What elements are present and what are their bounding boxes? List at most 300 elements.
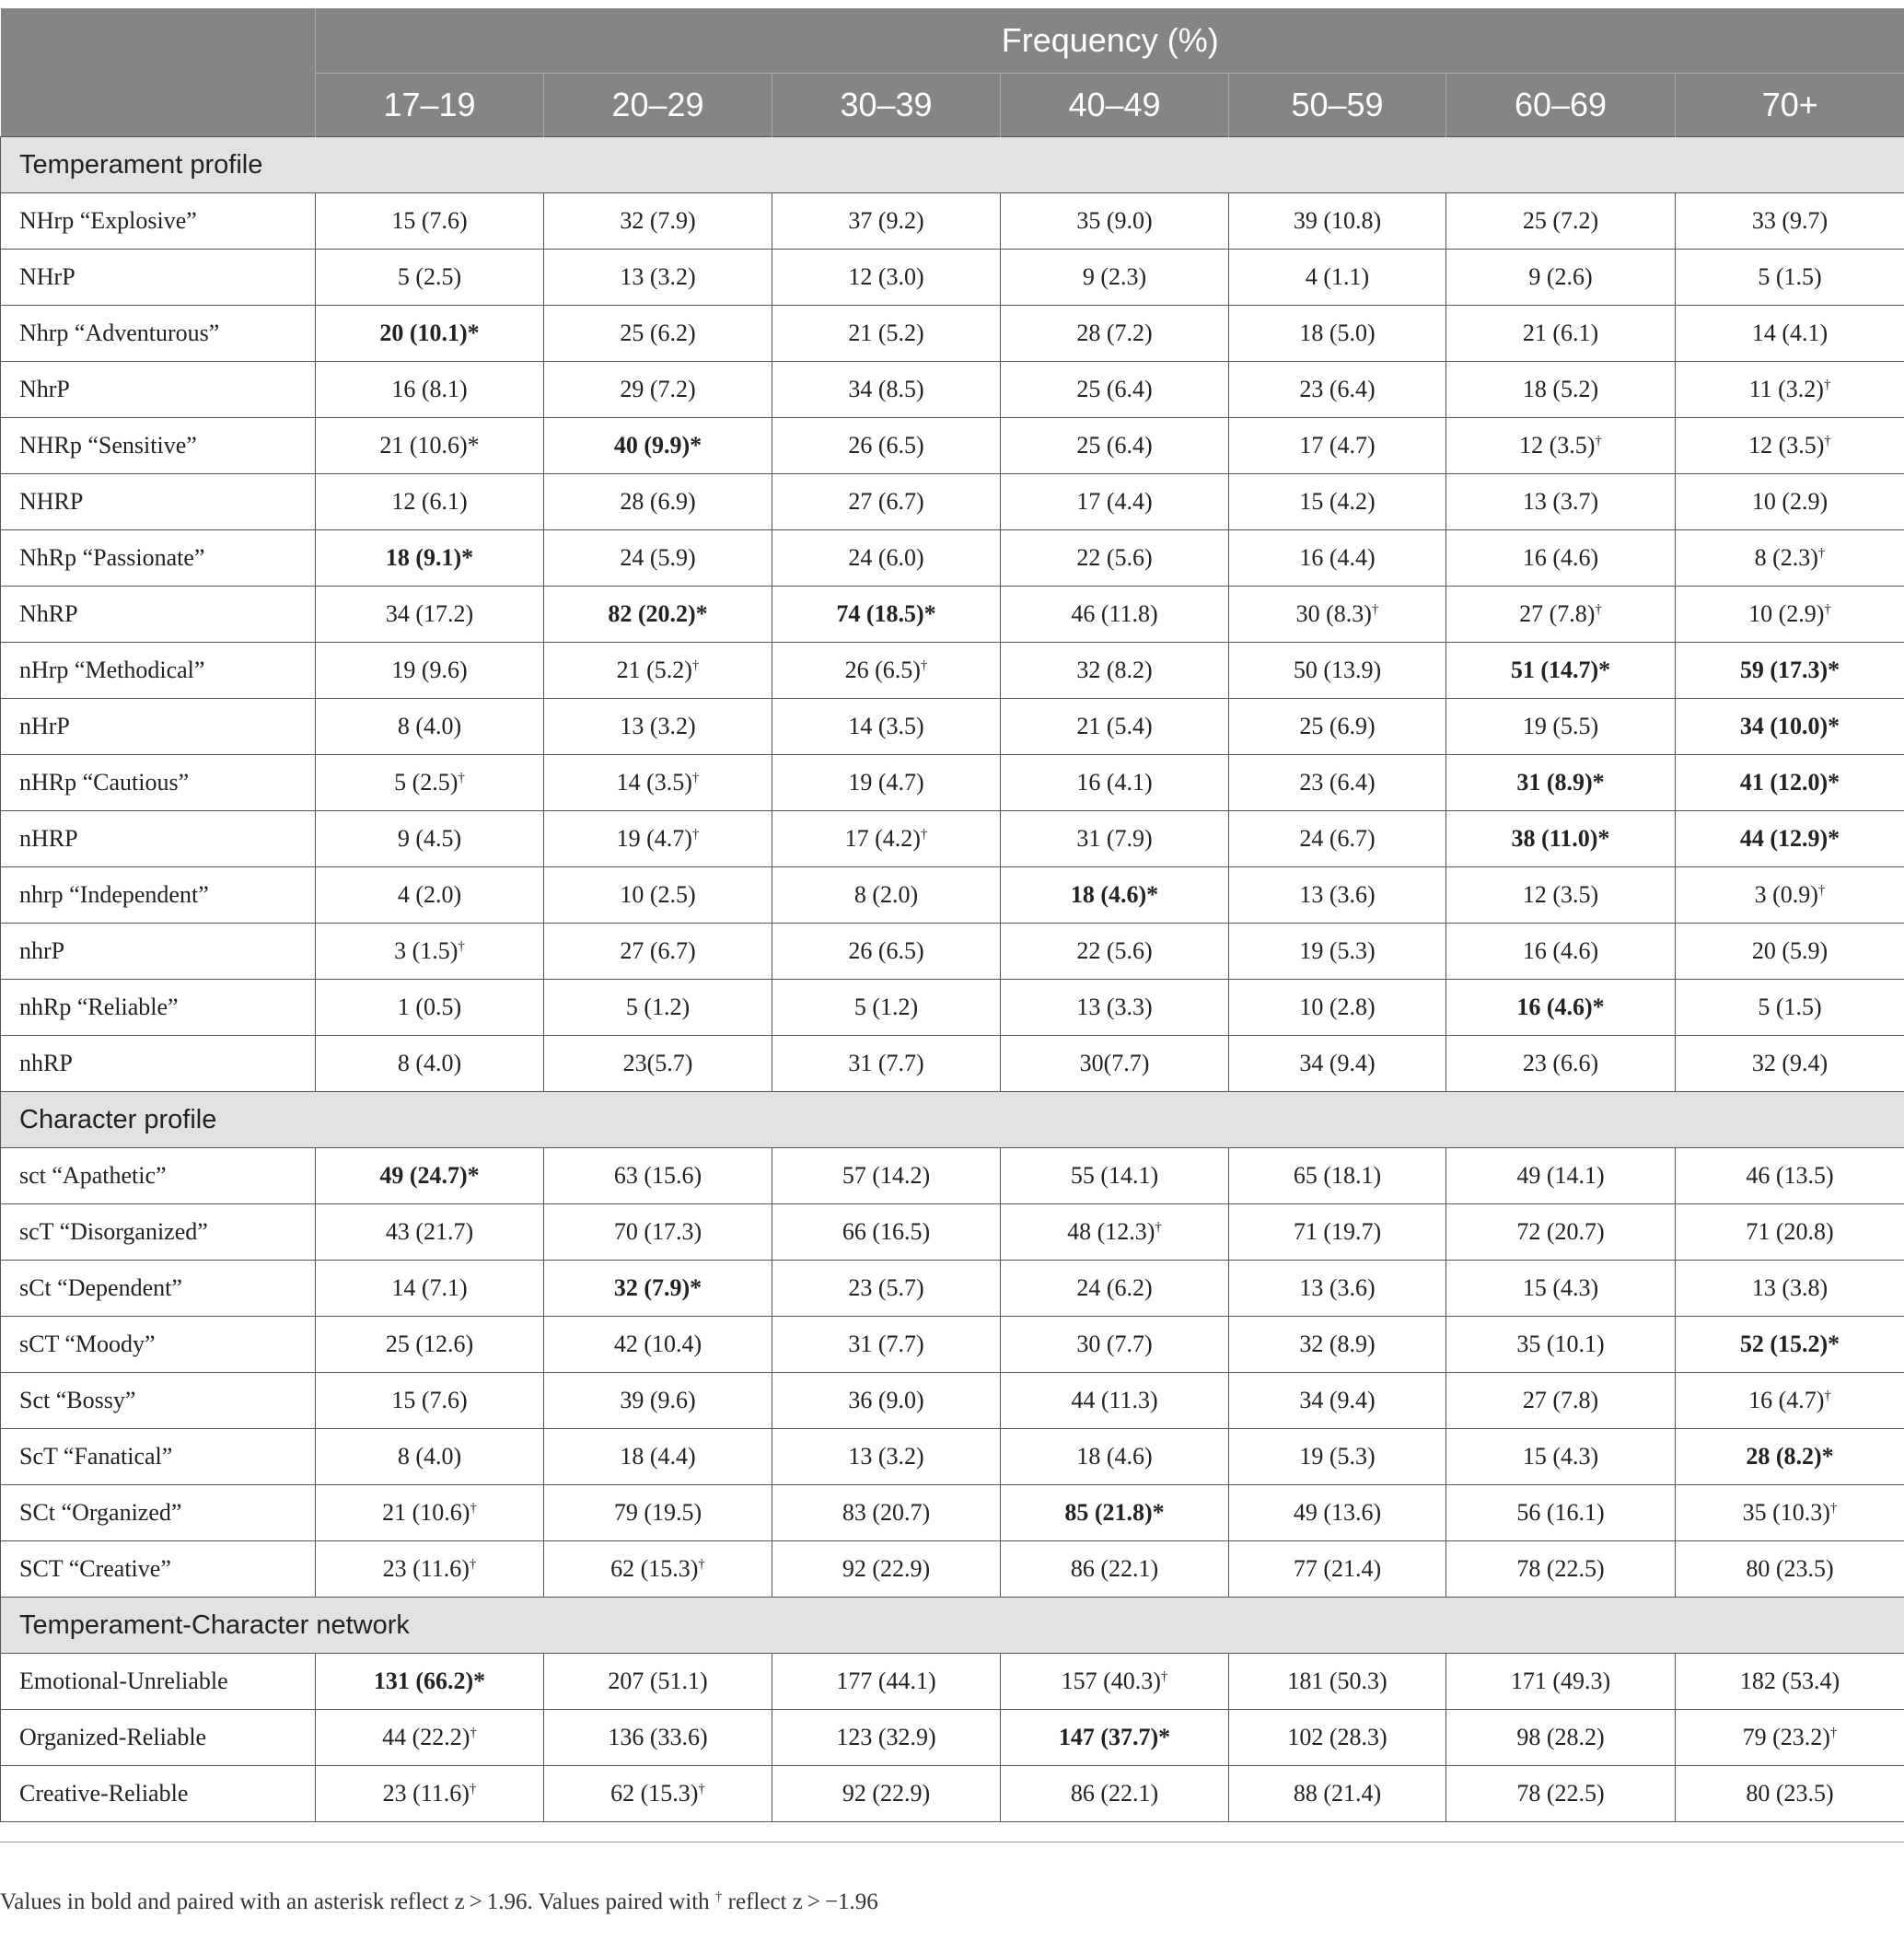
cell-value: 16 (4.6) [1522,937,1599,964]
row-label: nHrP [1,699,316,755]
row-label: NhRp “Passionate” [1,530,316,587]
cell-value: 16 (4.6)* [1516,994,1605,1020]
value-cell [1446,362,1676,418]
cell-value: 24 (5.9) [620,544,696,571]
cell-value: 15 (4.3) [1522,1274,1599,1301]
value-cell [772,1710,1001,1766]
value-cell [544,1317,772,1373]
value-cell [544,1373,772,1429]
value-cell [1001,1036,1229,1092]
cell-value: 28 (8.2)* [1746,1443,1834,1470]
dagger-mark: † [1817,546,1826,561]
value-cell [1229,362,1446,418]
value-cell [1001,924,1229,980]
age-group-header: 60–69 [1446,74,1676,137]
age-group-header: 50–59 [1229,74,1446,137]
cell-value: 13 (3.2) [620,263,696,290]
cell-value: 25 (12.6) [385,1331,474,1357]
cell-value: 8 (2.3) [1754,544,1818,571]
value-cell [316,867,544,924]
value-cell [772,867,1001,924]
cell-value: 25 (6.2) [620,320,696,346]
cell-value: 22 (5.6) [1076,544,1153,571]
cell-value: 157 (40.3) [1061,1668,1161,1694]
row-label: nHrp “Methodical” [1,643,316,699]
value-cell [316,1541,544,1598]
value-cell [544,418,772,474]
cell-value: 34 (10.0)* [1739,713,1840,739]
value-cell [1229,418,1446,474]
value-cell [1446,1261,1676,1317]
cell-value: 63 (15.6) [613,1162,702,1189]
row-label: nhrp “Independent” [1,867,316,924]
cell-value: 59 (17.3)* [1739,657,1840,683]
value-cell [316,474,544,530]
cell-value: 44 (12.9)* [1739,825,1840,852]
cell-value: 13 (3.3) [1076,994,1153,1020]
table-header [1,8,1904,137]
value-cell [1676,924,1904,980]
value-cell [772,193,1001,250]
value-cell [316,362,544,418]
cell-value: 43 (21.7) [385,1218,474,1245]
value-cell [1001,1261,1229,1317]
cell-value: 182 (53.4) [1739,1668,1840,1694]
cell-value: 16 (4.7) [1748,1387,1825,1413]
cell-value: 23 (11.6) [382,1780,470,1807]
cell-value: 31 (7.9) [1076,825,1153,852]
cell-value: 18 (4.6) [1076,1443,1153,1470]
value-cell [1001,418,1229,474]
section-header-row [1,1598,1904,1654]
value-cell [1676,1429,1904,1485]
cell-value: 131 (66.2)* [373,1668,486,1694]
cell-value: 25 (6.9) [1299,713,1376,739]
cell-value: 10 (2.9) [1748,600,1825,627]
cell-value: 78 (22.5) [1516,1780,1605,1807]
value-cell [1446,1485,1676,1541]
table-row [1,1148,1904,1204]
table-row [1,1036,1904,1092]
dagger-mark: † [458,771,465,785]
section-title: Temperament profile [1,137,1904,193]
table-row [1,193,1904,250]
cell-value: 44 (11.3) [1071,1387,1158,1413]
value-cell [772,755,1001,811]
value-cell [1446,530,1676,587]
value-cell [316,643,544,699]
dagger-mark: † [1824,1389,1831,1403]
cell-value: 30(7.7) [1079,1050,1150,1076]
value-cell [1229,1148,1446,1204]
cell-value: 12 (6.1) [391,488,468,515]
table-row [1,1261,1904,1317]
cell-value: 102 (28.3) [1287,1724,1387,1750]
cell-value: 25 (6.4) [1076,432,1153,459]
value-cell [1229,1261,1446,1317]
value-cell [772,1541,1001,1598]
cell-value: 23 (5.7) [848,1274,924,1301]
cell-value: 3 (1.5) [394,937,459,964]
cell-value: 9 (2.3) [1082,263,1147,290]
value-cell [1676,1148,1904,1204]
cell-value: 78 (22.5) [1516,1555,1605,1582]
dagger-mark: † [1824,434,1831,448]
value-cell [1229,193,1446,250]
value-cell [772,1036,1001,1092]
value-cell [1229,530,1446,587]
cell-value: 80 (23.5) [1746,1555,1834,1582]
cell-value: 207 (51.1) [608,1668,708,1694]
cell-value: 42 (10.4) [613,1331,702,1357]
cell-value: 31 (8.9)* [1516,769,1605,796]
dagger-mark: † [1155,1220,1162,1235]
table-row [1,418,1904,474]
value-cell [544,474,772,530]
value-cell [1001,587,1229,643]
value-cell [316,418,544,474]
value-cell [1446,250,1676,306]
value-cell [1446,924,1676,980]
cell-value: 21 (10.6)* [379,432,480,459]
cell-value: 16 (8.1) [391,376,468,402]
value-cell [544,924,772,980]
cell-value: 85 (21.8)* [1064,1499,1165,1526]
value-cell [1001,1710,1229,1766]
cell-value: 8 (2.0) [853,881,919,908]
table-row [1,1654,1904,1710]
value-cell [1446,867,1676,924]
cell-value: 37 (9.2) [848,207,924,234]
cell-value: 27 (6.7) [620,937,696,964]
cell-value: 39 (10.8) [1293,207,1382,234]
value-cell [544,1485,772,1541]
table-row [1,474,1904,530]
cell-value: 31 (7.7) [848,1331,924,1357]
cell-value: 79 (23.2) [1742,1724,1830,1750]
age-group-header: 20–29 [544,74,772,137]
value-cell [1229,1541,1446,1598]
value-cell [544,1541,772,1598]
value-cell [1676,306,1904,362]
value-cell [316,530,544,587]
value-cell [1446,193,1676,250]
value-cell [1446,980,1676,1036]
dagger-mark: † [469,1557,477,1572]
cell-value: 57 (14.2) [842,1162,931,1189]
cell-value: 14 (3.5) [848,713,924,739]
row-label: nhrP [1,924,316,980]
value-cell [316,924,544,980]
value-cell [1446,1204,1676,1261]
row-label: sCT “Moody” [1,1317,316,1373]
cell-value: 1 (0.5) [397,994,462,1020]
value-cell [1446,418,1676,474]
value-cell [1676,474,1904,530]
cell-value: 17 (4.4) [1076,488,1153,515]
cell-value: 16 (4.6) [1522,544,1599,571]
cell-value: 65 (18.1) [1293,1162,1382,1189]
row-label: NhrP [1,362,316,418]
frequency-table-container [0,8,1904,1822]
value-cell [1001,1766,1229,1822]
value-cell [544,1429,772,1485]
row-label: NHRP [1,474,316,530]
cell-value: 16 (4.4) [1299,544,1376,571]
table-row [1,1429,1904,1485]
row-label: sct “Apathetic” [1,1148,316,1204]
cell-value: 20 (5.9) [1751,937,1829,964]
value-cell [772,811,1001,867]
cell-value: 28 (6.9) [620,488,696,515]
table-row [1,1485,1904,1541]
cell-value: 34 (9.4) [1299,1050,1376,1076]
value-cell [1001,1204,1229,1261]
value-cell [1446,587,1676,643]
dagger-mark: † [691,771,700,785]
cell-value: 27 (7.8) [1522,1387,1599,1413]
age-group-header: 40–49 [1001,74,1229,137]
value-cell [1229,1710,1446,1766]
cell-value: 12 (3.5) [1519,432,1596,459]
frequency-group-header: Frequency (%) [316,8,1904,74]
value-cell [1001,755,1229,811]
value-cell [544,867,772,924]
dagger-mark: † [458,939,465,954]
cell-value: 74 (18.5)* [836,600,936,627]
footnote-dagger: † [714,1889,723,1904]
cell-value: 27 (6.7) [848,488,924,515]
cell-value: 13 (3.6) [1299,1274,1376,1301]
value-cell [1229,699,1446,755]
value-cell [1676,1710,1904,1766]
table-row [1,699,1904,755]
cell-value: 136 (33.6) [608,1724,708,1750]
value-cell [1001,699,1229,755]
cell-value: 8 (4.0) [397,1443,462,1470]
value-cell [1229,1036,1446,1092]
value-cell [772,418,1001,474]
value-cell [316,1036,544,1092]
cell-value: 28 (7.2) [1076,320,1153,346]
value-cell [1229,980,1446,1036]
cell-value: 24 (6.7) [1299,825,1376,852]
table-footnote [0,1889,878,1915]
cell-value: 5 (1.2) [853,994,919,1020]
cell-value: 26 (6.5) [848,937,924,964]
cell-value: 31 (7.7) [848,1050,924,1076]
value-cell [1676,1485,1904,1541]
table-body [1,137,1904,1822]
cell-value: 71 (19.7) [1293,1218,1382,1245]
cell-value: 66 (16.5) [842,1218,931,1245]
row-label: nhRP [1,1036,316,1092]
value-cell [1676,1261,1904,1317]
cell-value: 14 (3.5) [616,769,692,796]
dagger-mark: † [1371,602,1379,617]
value-cell [772,530,1001,587]
value-cell [544,811,772,867]
cell-value: 24 (6.0) [848,544,924,571]
cell-value: 30 (8.3) [1295,600,1372,627]
value-cell [1446,755,1676,811]
value-cell [1001,811,1229,867]
cell-value: 17 (4.2) [844,825,921,852]
cell-value: 8 (4.0) [397,1050,462,1076]
cell-value: 19 (4.7) [848,769,924,796]
value-cell [1229,1485,1446,1541]
value-cell [1001,1317,1229,1373]
cell-value: 4 (1.1) [1305,263,1370,290]
cell-value: 5 (1.2) [625,994,691,1020]
value-cell [316,250,544,306]
value-cell [544,980,772,1036]
cell-value: 62 (15.3) [610,1780,699,1807]
row-label: Sct “Bossy” [1,1373,316,1429]
value-cell [1001,193,1229,250]
value-cell [1001,1654,1229,1710]
value-cell [1676,699,1904,755]
cell-value: 15 (7.6) [391,207,468,234]
value-cell [1229,1204,1446,1261]
cell-value: 33 (9.7) [1751,207,1829,234]
value-cell [544,193,772,250]
cell-value: 3 (0.9) [1754,881,1818,908]
value-cell [544,699,772,755]
value-cell [1229,924,1446,980]
cell-value: 10 (2.5) [620,881,696,908]
row-label: NHrp “Explosive” [1,193,316,250]
row-label: Creative-Reliable [1,1766,316,1822]
cell-value: 32 (8.2) [1076,657,1153,683]
cell-value: 5 (1.5) [1758,994,1822,1020]
cell-value: 72 (20.7) [1516,1218,1605,1245]
dagger-mark: † [1160,1669,1168,1684]
cell-value: 20 (10.1)* [379,320,480,346]
value-cell [316,1148,544,1204]
cell-value: 92 (22.9) [842,1780,931,1807]
value-cell [316,1429,544,1485]
cell-value: 18 (5.2) [1522,376,1599,402]
value-cell [772,474,1001,530]
table-row [1,924,1904,980]
section-title: Character profile [1,1092,1904,1148]
section-title: Temperament-Character network [1,1598,1904,1654]
cell-value: 15 (4.2) [1299,488,1376,515]
cell-value: 177 (44.1) [836,1668,936,1694]
value-cell [772,1373,1001,1429]
value-cell [544,1766,772,1822]
value-cell [1001,1373,1229,1429]
cell-value: 86 (22.1) [1070,1555,1159,1582]
value-cell [1229,1317,1446,1373]
table-row [1,362,1904,418]
row-label: NHRp “Sensitive” [1,418,316,474]
dagger-mark: † [1829,1726,1838,1740]
table-row [1,980,1904,1036]
value-cell [1229,587,1446,643]
cell-value: 25 (6.4) [1076,376,1153,402]
cell-value: 88 (21.4) [1293,1780,1382,1807]
row-label: NHrP [1,250,316,306]
row-label: Emotional-Unreliable [1,1654,316,1710]
cell-value: 34 (17.2) [385,600,474,627]
value-cell [1229,643,1446,699]
footnote-part-2: reflect z > −1.96 [722,1889,878,1914]
value-cell [1446,1317,1676,1373]
cell-value: 46 (11.8) [1071,600,1158,627]
value-cell [1676,587,1904,643]
cell-value: 5 (2.5) [397,263,462,290]
cell-value: 49 (24.7)* [379,1162,480,1189]
cell-value: 30 (7.7) [1076,1331,1153,1357]
cell-value: 16 (4.1) [1076,769,1153,796]
dagger-mark: † [698,1782,705,1796]
cell-value: 13 (3.2) [620,713,696,739]
cell-value: 13 (3.2) [848,1443,924,1470]
cell-value: 25 (7.2) [1522,207,1599,234]
cell-value: 32 (7.9)* [613,1274,702,1301]
cell-value: 19 (4.7) [616,825,692,852]
value-cell [772,980,1001,1036]
value-cell [1446,1541,1676,1598]
value-cell [1229,250,1446,306]
value-cell [1446,643,1676,699]
table-row [1,867,1904,924]
value-cell [316,1766,544,1822]
cell-value: 19 (9.6) [391,657,468,683]
dagger-mark: † [469,1782,477,1796]
cell-value: 32 (7.9) [620,207,696,234]
table-row [1,1373,1904,1429]
cell-value: 147 (37.7)* [1058,1724,1171,1750]
row-label: nHRP [1,811,316,867]
value-cell [316,1710,544,1766]
cell-value: 12 (3.5) [1522,881,1599,908]
cell-value: 77 (21.4) [1293,1555,1382,1582]
cell-value: 22 (5.6) [1076,937,1153,964]
dagger-mark: † [1595,602,1602,617]
value-cell [772,1148,1001,1204]
row-label: Organized-Reliable [1,1710,316,1766]
value-cell [1001,1148,1229,1204]
dagger-mark: † [1824,602,1831,617]
cell-value: 32 (9.4) [1751,1050,1829,1076]
cell-value: 171 (49.3) [1510,1668,1611,1694]
cell-value: 50 (13.9) [1293,657,1382,683]
value-cell [772,1654,1001,1710]
cell-value: 80 (23.5) [1746,1780,1834,1807]
cell-value: 23 (6.4) [1299,769,1376,796]
value-cell [1446,306,1676,362]
table-row [1,1710,1904,1766]
table-row [1,250,1904,306]
cell-value: 15 (4.3) [1522,1443,1599,1470]
cell-value: 49 (14.1) [1516,1162,1605,1189]
cell-value: 23 (11.6) [382,1555,470,1582]
value-cell [1446,811,1676,867]
dagger-mark: † [691,658,700,673]
value-cell [544,643,772,699]
value-cell [1001,1541,1229,1598]
value-cell [316,193,544,250]
cell-value: 79 (19.5) [613,1499,702,1526]
value-cell [1676,1541,1904,1598]
value-cell [316,1654,544,1710]
value-cell [1229,867,1446,924]
value-cell [316,980,544,1036]
value-cell [1446,1766,1676,1822]
